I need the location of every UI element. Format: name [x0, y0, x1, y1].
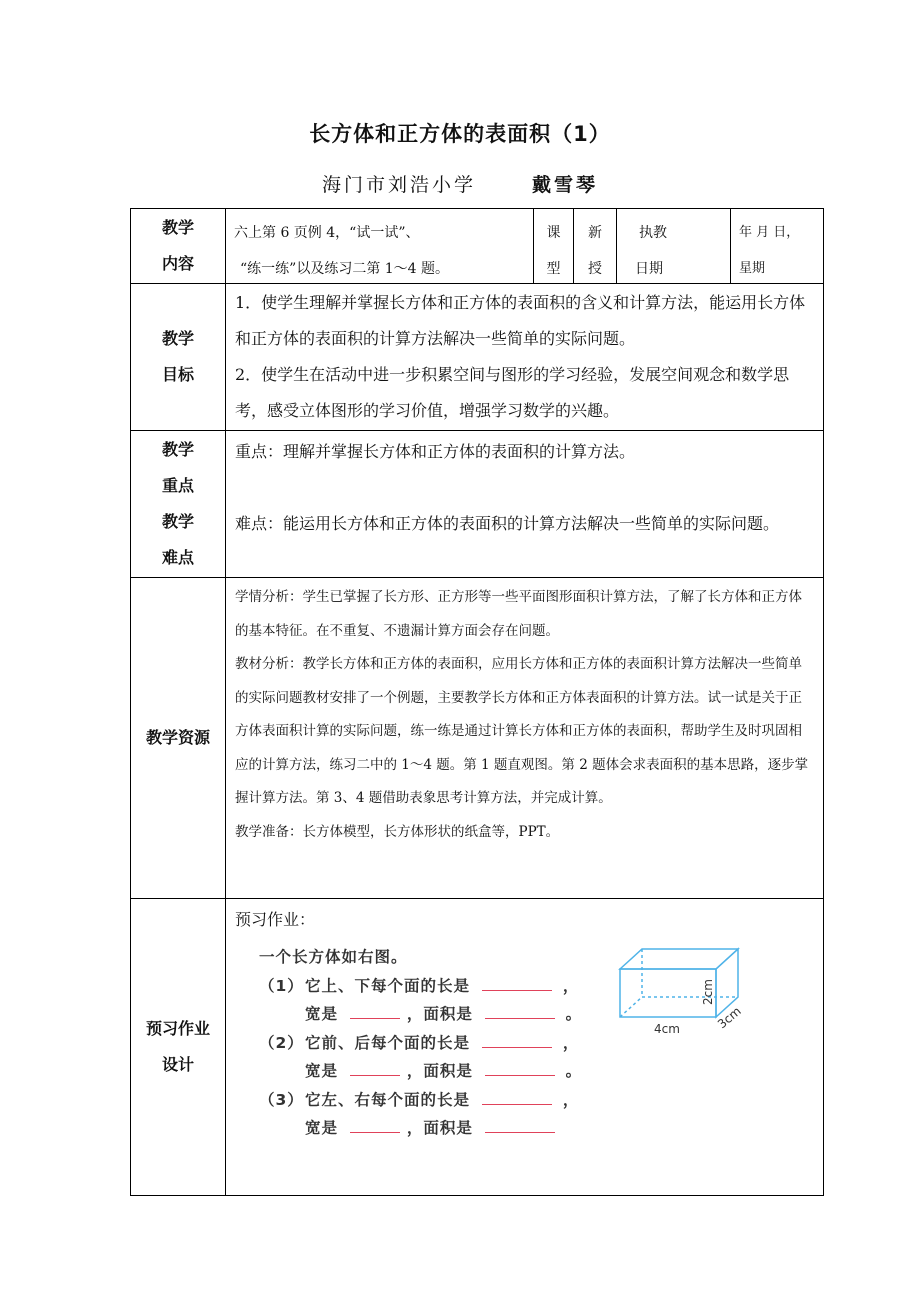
- difficult-point: 难点：能运用长方体和正方体的表面积的计算方法解决一些简单的实际问题。: [235, 514, 780, 533]
- teacher-name: 戴雪琴: [532, 174, 599, 196]
- exercise-intro: 一个长方体如右图。: [259, 948, 408, 966]
- lesson-plan-table: [130, 208, 824, 1196]
- homework-heading: 预习作业：: [235, 910, 316, 929]
- key-point: 重点：理解并掌握长方体和正方体的表面积的计算方法。: [235, 442, 636, 461]
- teaching-goals-text: [226, 284, 823, 430]
- author-line: [0, 170, 920, 197]
- label-key-difficult: 教学 重点 教学 难点: [131, 431, 226, 577]
- answer-blank[interactable]: [485, 1004, 555, 1019]
- row-teaching-goals: [131, 283, 823, 430]
- answer-blank[interactable]: [482, 976, 552, 991]
- row-preview-homework: [131, 898, 823, 1195]
- row-key-difficult: [131, 430, 823, 577]
- teaching-content-cell: 六上第 6 页例 4，“试一试”、 “练一练”以及练习二第 1～4 题。: [226, 209, 534, 283]
- student-analysis: 学情分析：学生已掌握了长方形、正方形等一些平面图形面积计算方法，了解了长方体和正方体的基本特征。在不重复、不遗漏计算方面会存在问题。: [235, 589, 802, 639]
- teach-date-value: 年 月 日， 星期: [739, 225, 800, 276]
- lesson-type-value: 新 授: [574, 209, 617, 283]
- row-teaching-resources: [131, 577, 823, 898]
- label-teaching-content: 教学 内容: [131, 209, 226, 283]
- key-difficult-text: [226, 431, 823, 577]
- material-analysis: 教材分析：教学长方体和正方体的表面积，应用长方体和正方体的表面积计算方法解决一些简单的实际问题教材安排了一个例题，主要教学长方体和正方体表面积的计算方法。试一试是关于正方体表面积计算的实际问题，练一练是通过计算长方体和正方体的表面积，帮助学生及时巩固相应的计算方法，练习二中的 1～4 题。第 1 题直观图。第 2 题体会求表面积的基本思路，逐步掌握计算方法。第 3、4 题借助表象思考计算方法，并完成计算。: [235, 656, 809, 806]
- question-2-line-b: 宽是 ，面积是 。: [305, 1062, 583, 1080]
- label-teaching-resources: 教学资源: [131, 578, 226, 898]
- width-label: 3cm: [714, 1003, 744, 1032]
- goal-2: 2．使学生在活动中进一步积累空间与图形的学习经验，发展空间观念和数学思考，感受立体图形的学习价值，增强学习数学的兴趣。: [235, 365, 790, 420]
- answer-blank[interactable]: [485, 1118, 555, 1133]
- label-preview-homework: 预习作业 设计: [131, 899, 226, 1195]
- question-1-line-a: （1）它上、下每个面的长是 ，: [259, 976, 580, 995]
- teach-date-label: 执教 日期: [617, 209, 731, 283]
- answer-blank[interactable]: [350, 1004, 400, 1019]
- answer-blank[interactable]: [350, 1061, 400, 1076]
- goal-1: 1．使学生理解并掌握长方体和正方体的表面积的含义和计算方法，能运用长方体和正方体的表面积的计算方法解决一些简单的实际问题。: [235, 293, 806, 348]
- cuboid-figure: [614, 945, 754, 1035]
- teaching-preparation: 教学准备：长方体模型，长方体形状的纸盒等，PPT。: [235, 823, 560, 840]
- question-2-line-a: （2）它前、后每个面的长是 ，: [259, 1033, 580, 1052]
- school-name: 海门市刘浩小学: [321, 174, 476, 196]
- row-teaching-content: [131, 209, 823, 283]
- answer-blank[interactable]: [482, 1090, 552, 1105]
- answer-blank[interactable]: [350, 1118, 400, 1133]
- teaching-resources-text: [226, 578, 823, 898]
- question-1-line-b: 宽是 ，面积是 。: [305, 1005, 583, 1023]
- lesson-type-label: 课 型: [534, 209, 574, 283]
- answer-blank[interactable]: [482, 1033, 552, 1048]
- page-title: 长方体和正方体的表面积（1）: [309, 122, 611, 146]
- label-teaching-goals: 教学 目标: [131, 284, 226, 430]
- answer-blank[interactable]: [485, 1061, 555, 1076]
- preview-homework-content: [226, 899, 823, 1195]
- length-label: 4cm: [654, 1022, 680, 1035]
- question-3-line-b: 宽是 ，面积是: [259, 1114, 819, 1143]
- height-label: 2cm: [701, 979, 715, 1005]
- question-3-line-a: （3）它左、右每个面的长是 ，: [259, 1090, 580, 1109]
